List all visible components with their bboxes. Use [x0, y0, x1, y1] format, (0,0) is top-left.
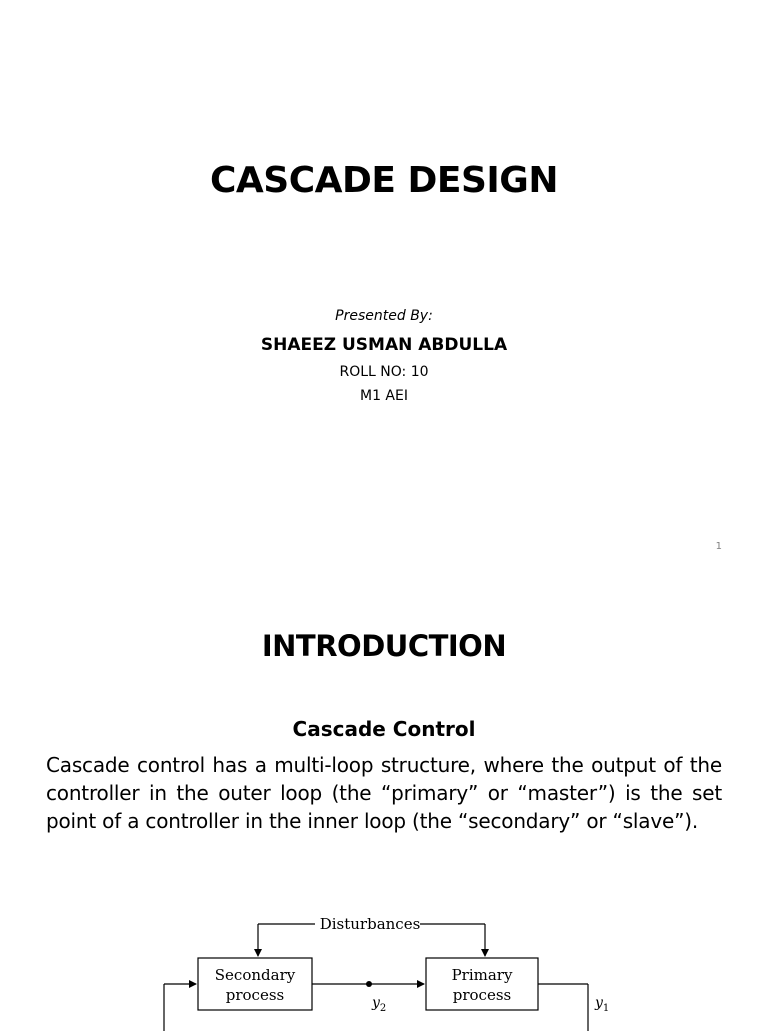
secondary-process-label-line2: process: [225, 986, 285, 1004]
secondary-process-label-line1: Secondary: [214, 966, 296, 984]
page-number: 1: [715, 541, 722, 552]
author-name: SHAEEZ USMAN ABDULLA: [260, 335, 508, 355]
y1-label: $y_1$: [595, 995, 610, 1014]
disturbances-label: Disturbances: [319, 915, 421, 933]
primary-process-label-line1: Primary: [451, 966, 513, 984]
introduction-slide: [0, 576, 768, 1024]
slide-title: INTRODUCTION: [261, 629, 507, 663]
slide-title: CASCADE DESIGN: [210, 160, 558, 201]
cascade-block-diagram: [150, 901, 670, 1031]
y2-junction-dot: [366, 981, 372, 987]
y2-label: $y_2$: [372, 995, 387, 1014]
presented-by-label: Presented By:: [335, 308, 433, 324]
slide-subtitle: Cascade Control: [292, 717, 476, 741]
primary-process-label-line2: process: [452, 986, 512, 1004]
roll-number: ROLL NO: 10: [339, 364, 429, 380]
intro-paragraph: Cascade control has a multi-loop structure, where the output of the controller in the outer loop (the “primary” or “master”) is the set point of a controller in the inner loop (the “secondary” or “slave”).: [46, 753, 722, 833]
class-label: M1 AEI: [360, 388, 408, 404]
